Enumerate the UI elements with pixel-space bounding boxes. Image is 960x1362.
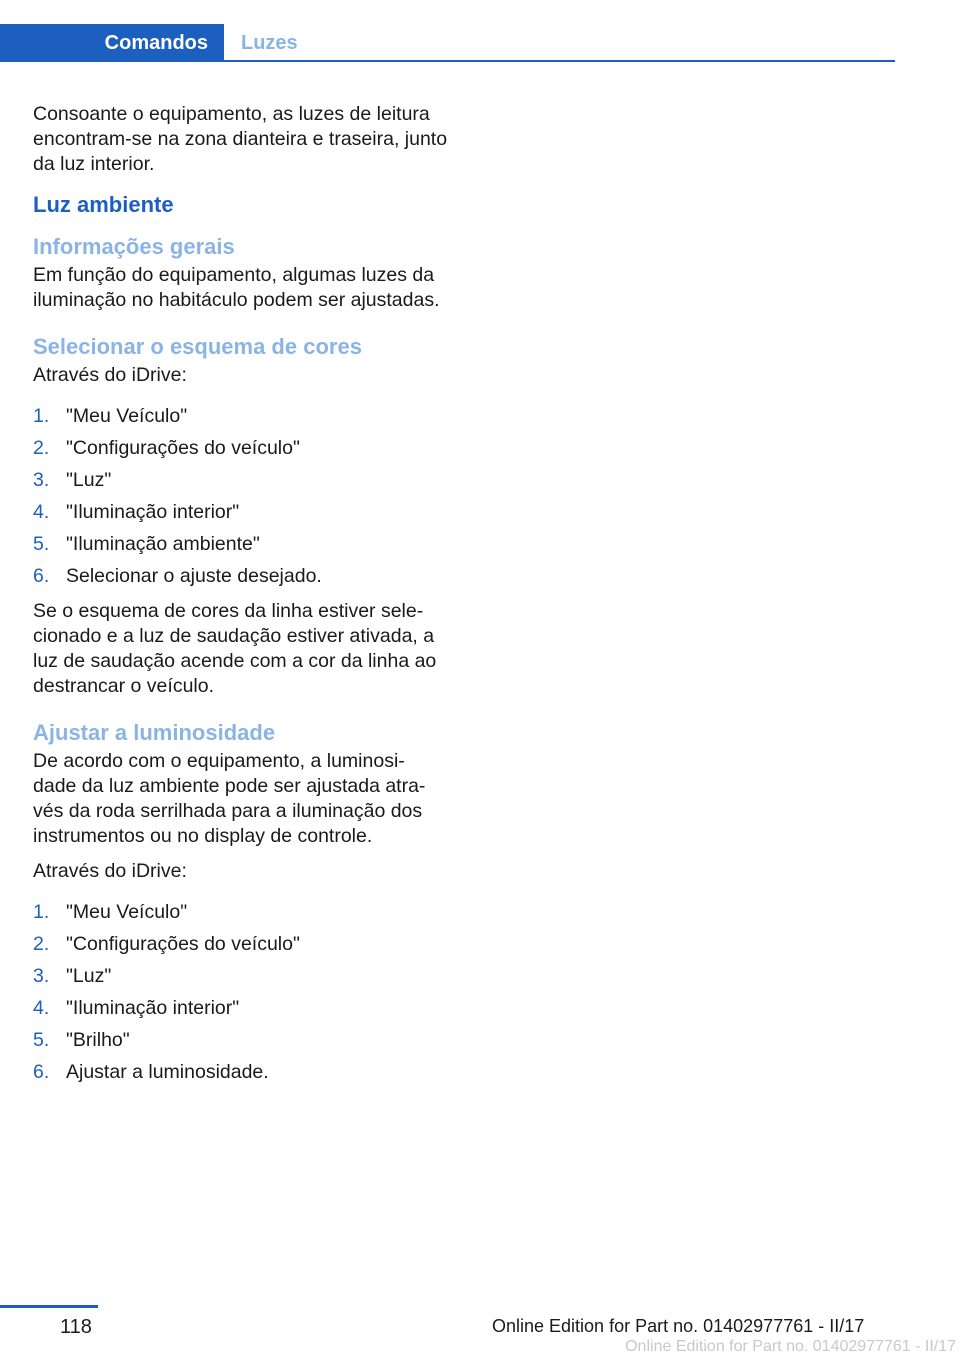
step-text: Selecionar o ajuste desejado. [66, 565, 322, 587]
edition-text: Online Edition for Part no. 01402977761 - II/17 [492, 1316, 865, 1336]
step-number: 6. [33, 1061, 50, 1083]
header-divider [0, 60, 895, 62]
section-title: Luz ambiente [33, 192, 174, 217]
color-scheme-lead: Através do iDrive: [33, 364, 187, 386]
list-item [33, 468, 453, 493]
list-item [33, 500, 453, 525]
color-scheme-note: Se o esquema de cores da linha estiver sele‐ cionado e a luz de saudação estiver ativada, a luz de saudação acende com a cor da linha ao destrancar o veículo. [33, 600, 437, 697]
brightness-steps [33, 900, 453, 1085]
main-content [33, 102, 453, 1095]
step-text: "Meu Veículo" [66, 901, 188, 923]
step-number: 3. [33, 965, 50, 987]
step-text: Ajustar a luminosidade. [66, 1061, 269, 1083]
step-text: "Iluminação interior" [66, 501, 240, 523]
step-number: 4. [33, 997, 50, 1019]
list-item [33, 532, 453, 557]
footer-divider [0, 1305, 98, 1308]
list-item [33, 932, 453, 957]
tab-comandos[interactable]: Comandos [0, 24, 224, 62]
list-item [33, 436, 453, 461]
page-number: 118 [60, 1316, 92, 1338]
step-text: "Luz" [66, 965, 112, 987]
info-heading: Informações gerais [33, 234, 235, 259]
step-number: 5. [33, 1029, 50, 1051]
step-number: 4. [33, 501, 50, 523]
step-text: "Configurações do veículo" [66, 437, 300, 459]
step-number: 2. [33, 437, 50, 459]
step-text: "Configurações do veículo" [66, 933, 300, 955]
info-paragraph: Em função do equipamento, algumas luzes da iluminação no habitáculo podem ser ajustadas. [33, 264, 440, 311]
intro-paragraph: Consoante o equipamento, as luzes de leitura encontram-se na zona dianteira e traseira, junto da luz interior. [33, 103, 448, 175]
step-number: 1. [33, 901, 50, 923]
watermark: Online Edition for Part no. 01402977761 - II/17 [625, 1338, 956, 1355]
tab-luzes[interactable]: Luzes [241, 31, 298, 54]
brightness-paragraph: De acordo com o equipamento, a luminosi‐ dade da luz ambiente pode ser ajustada atra‐ vés da roda serrilhada para a iluminação dos instrumentos ou no display de controle. [33, 750, 426, 847]
list-item [33, 996, 453, 1021]
step-number: 2. [33, 933, 50, 955]
list-item [33, 404, 453, 429]
step-number: 3. [33, 469, 50, 491]
color-scheme-steps [33, 404, 453, 589]
list-item [33, 964, 453, 989]
list-item [33, 564, 453, 589]
step-text: "Iluminação interior" [66, 997, 240, 1019]
step-number: 5. [33, 533, 50, 555]
list-item [33, 1060, 453, 1085]
brightness-lead: Através do iDrive: [33, 860, 187, 882]
step-text: "Meu Veículo" [66, 405, 188, 427]
brightness-heading: Ajustar a luminosidade [33, 720, 276, 745]
step-text: "Luz" [66, 469, 112, 491]
step-text: "Brilho" [66, 1029, 130, 1051]
header-tabs [0, 24, 895, 62]
step-number: 1. [33, 405, 50, 427]
list-item [33, 1028, 453, 1053]
step-number: 6. [33, 565, 50, 587]
color-scheme-heading: Selecionar o esquema de cores [33, 334, 362, 359]
step-text: "Iluminação ambiente" [66, 533, 260, 555]
list-item [33, 900, 453, 925]
